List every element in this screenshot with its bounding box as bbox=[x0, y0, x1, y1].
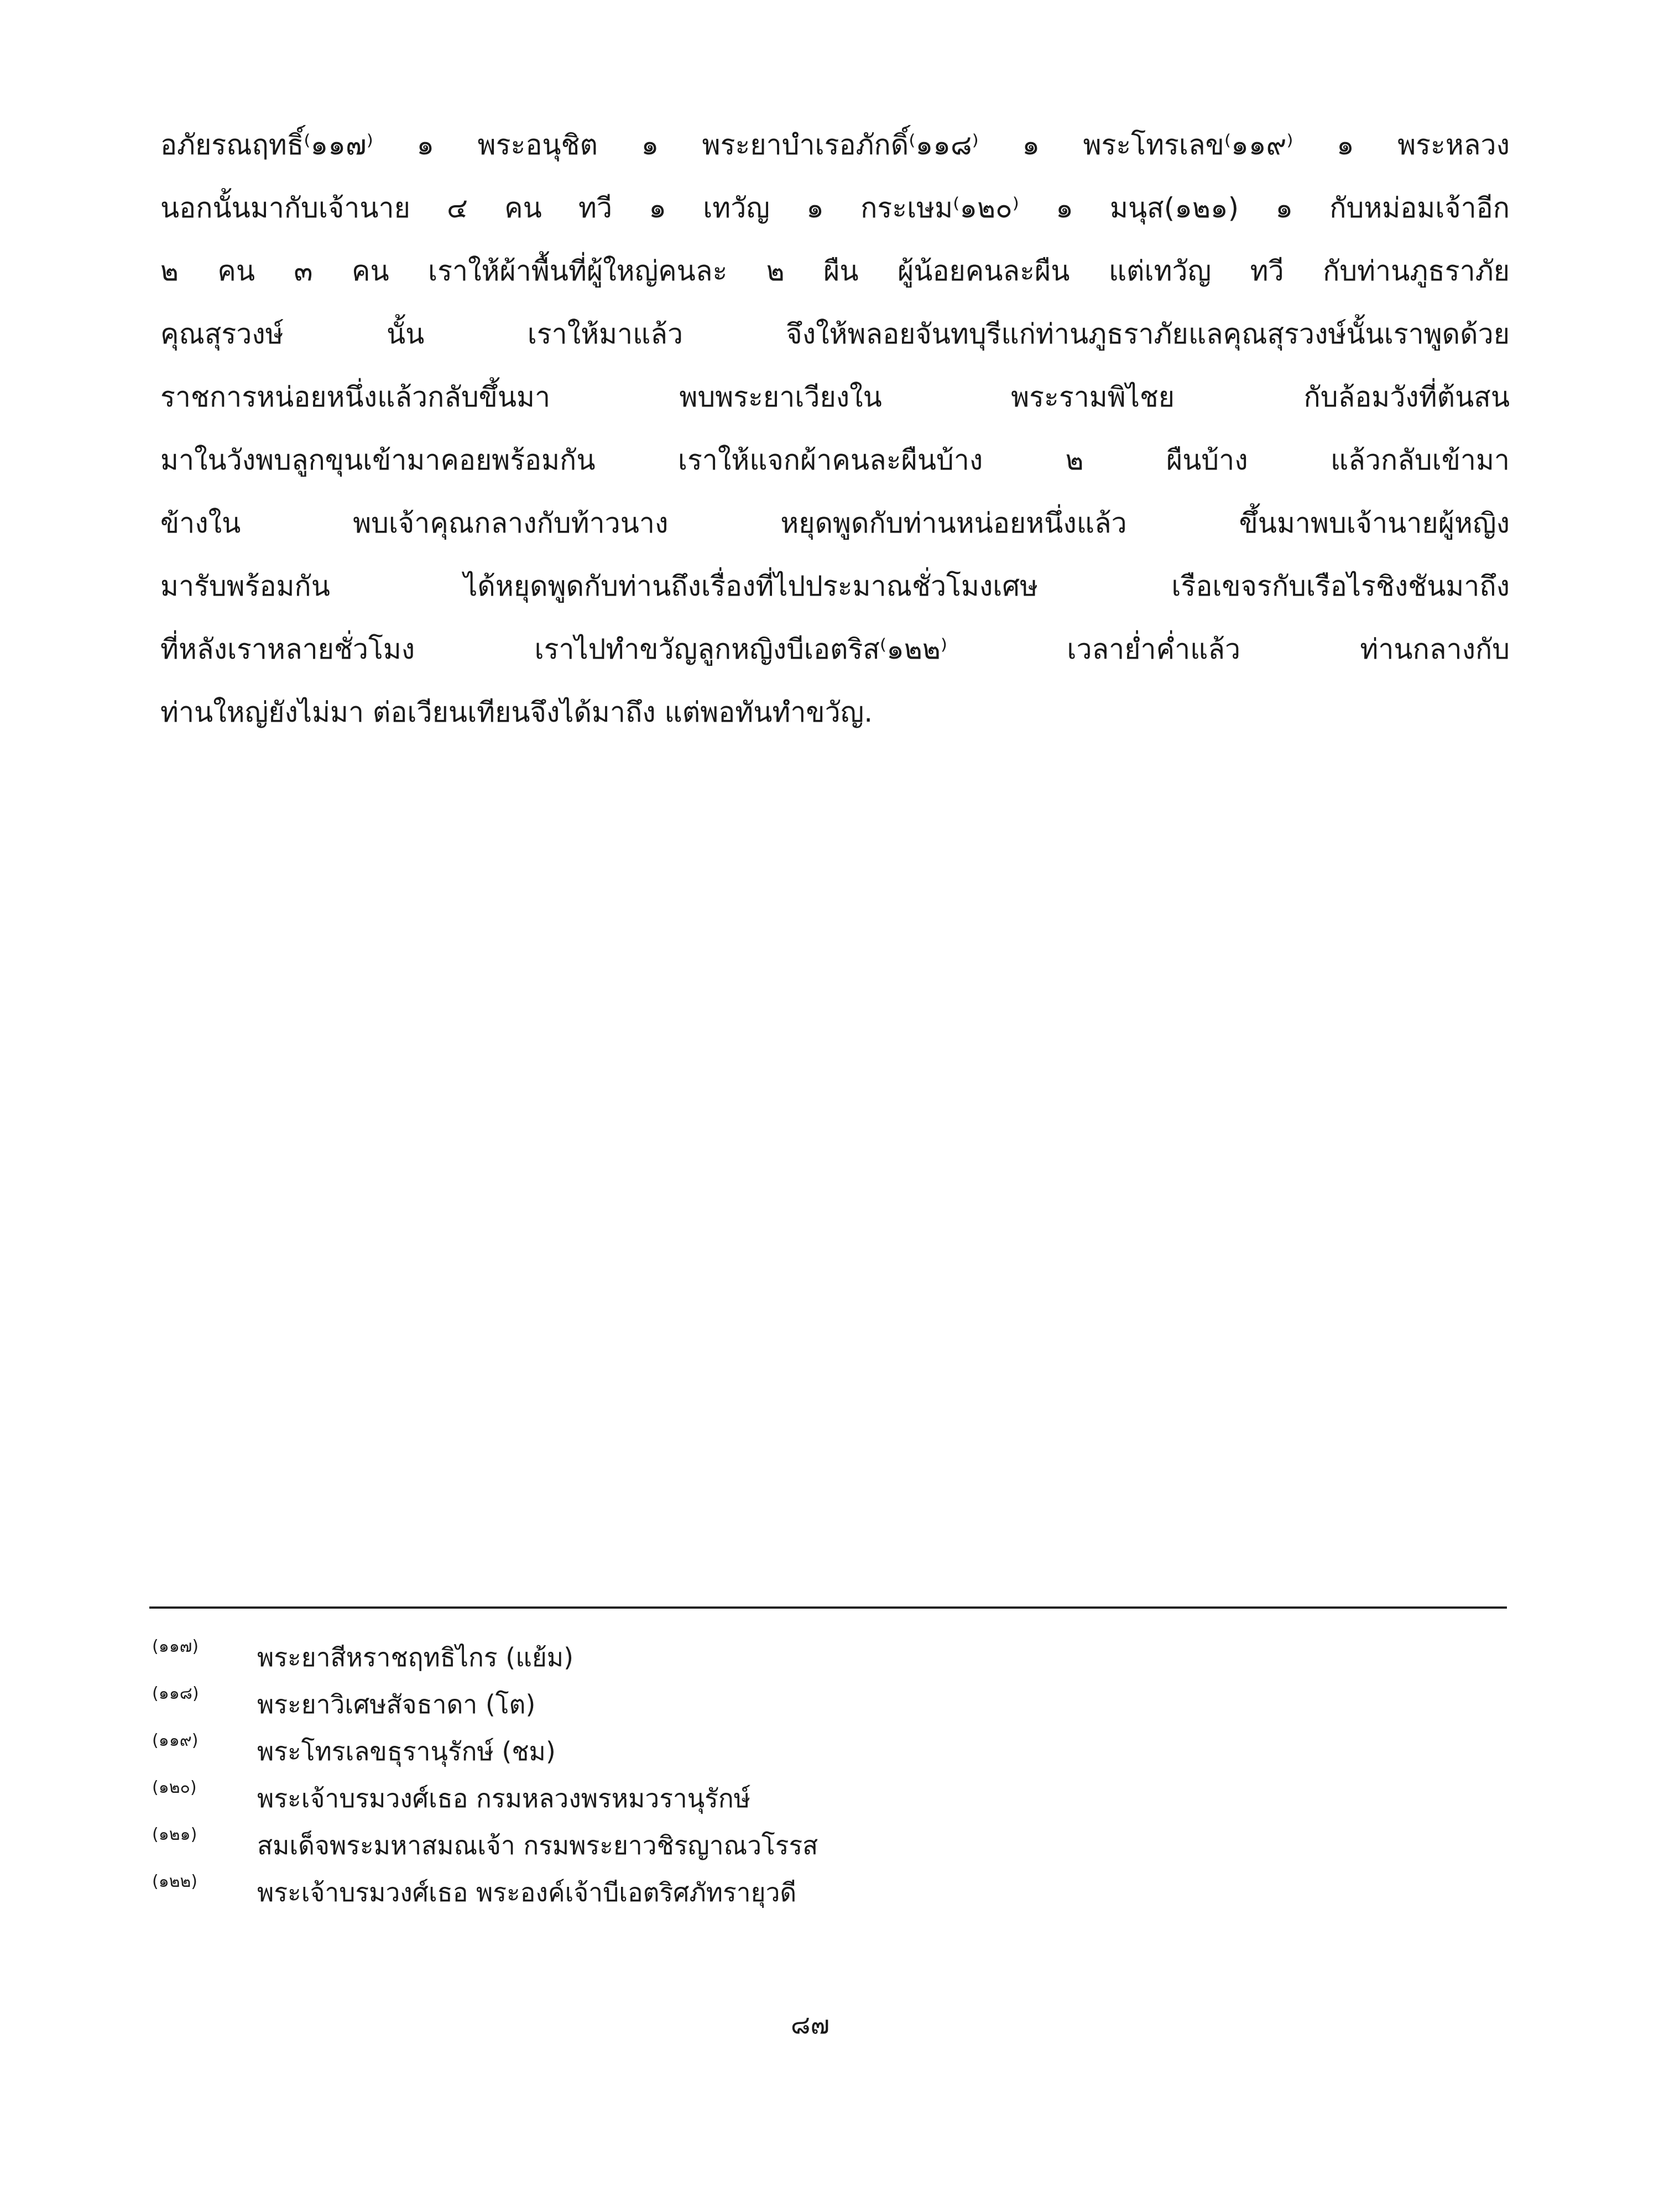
text-line-7: ข้างใน พบเจ้าคุณกลางกับท้าวนาง หยุดพูดกับท่านหน่อยหนึ่งแล้ว ขึ้นมาพบเจ้านายผู้หญิง bbox=[160, 507, 1510, 539]
text-line-3: ๒ คน ๓ คน เราให้ผ้าพื้นที่ผู้ใหญ่คนละ ๒ ผืน ผู้น้อยคนละผืน แต่เทวัญ ทวี กับท่านภูธราภัย bbox=[160, 255, 1510, 287]
footnote-117 bbox=[152, 1634, 1479, 1681]
footnote-text: พระยาสีหราชฤทธิไกร (แย้ม) bbox=[257, 1642, 574, 1672]
footnotes bbox=[152, 1634, 1479, 1916]
text-line-2: นอกนั้นมากับเจ้านาย ๔ คน ทวี ๑ เทวัญ ๑ กระเษม⁽๑๒๐⁾ ๑ มนุส(๑๒๑) ๑ กับหม่อมเจ้าอีก bbox=[160, 192, 1510, 224]
text-line-5: ราชการหน่อยหนึ่งแล้วกลับขึ้นมา พบพระยาเวียงใน พระรามพิไชย กับล้อมวังที่ต้นสน bbox=[160, 381, 1510, 413]
footnote-text: พระเจ้าบรมวงศ์เธอ พระองค์เจ้าบีเอตริศภัทรายุวดี bbox=[257, 1877, 797, 1907]
footnote-text: พระโทรเลขธุรานุรักษ์ (ชม) bbox=[257, 1736, 556, 1766]
footnote-mark: (๑๑๙) bbox=[152, 1731, 199, 1750]
footnote-121 bbox=[152, 1822, 1479, 1869]
footnote-mark: (๑๑๗) bbox=[152, 1637, 199, 1656]
footnote-mark: (๑๒๐) bbox=[152, 1778, 197, 1797]
footnote-text: สมเด็จพระมหาสมณเจ้า กรมพระยาวชิรญาณวโรรส bbox=[257, 1830, 818, 1860]
footnote-mark: (๑๒๒) bbox=[152, 1872, 198, 1891]
text-line-6: มาในวังพบลูกขุนเข้ามาคอยพร้อมกัน เราให้แจกผ้าคนละผืนบ้าง ๒ ผืนบ้าง แล้วกลับเข้ามา bbox=[160, 444, 1510, 476]
footnote-mark: (๑๒๑) bbox=[152, 1825, 197, 1844]
footnote-mark: (๑๑๘) bbox=[152, 1684, 199, 1703]
text-line-10: ท่านใหญ่ยังไม่มา ต่อเวียนเทียนจึงได้มาถึง แต่พอทันทำขวัญ. bbox=[160, 696, 873, 728]
text-line-9: ที่หลังเราหลายชั่วโมง เราไปทำขวัญลูกหญิงบีเอตริส⁽๑๒๒⁾ เวลาย่ำค่ำแล้ว ท่านกลางกับ bbox=[160, 633, 1510, 665]
body-paragraph bbox=[160, 113, 1510, 744]
footnote-119 bbox=[152, 1728, 1479, 1775]
footnote-118 bbox=[152, 1681, 1479, 1728]
footnote-122 bbox=[152, 1869, 1479, 1916]
text-line-8: มารับพร้อมกัน ได้หยุดพูดกับท่านถึงเรื่องที่ไปประมาณชั่วโมงเศษ เรือเขจรกับเรือไรชิงชันมาถึง bbox=[160, 570, 1510, 602]
page-number: ๘๗ bbox=[791, 2010, 830, 2039]
text-line-1: อภัยรณฤทธิ์⁽๑๑๗⁾ ๑ พระอนุชิต ๑ พระยาบำเรอภักดิ์⁽๑๑๘⁾ ๑ พระโทรเลข⁽๑๑๙⁾ ๑ พระหลวง bbox=[160, 129, 1510, 161]
footnote-text: พระเจ้าบรมวงศ์เธอ กรมหลวงพรหมวรานุรักษ์ bbox=[257, 1783, 751, 1813]
footnote-120 bbox=[152, 1775, 1479, 1822]
text-line-4: คุณสุรวงษ์ นั้น เราให้มาแล้ว จึงให้พลอยจันทบุรีแก่ท่านภูธราภัยแลคุณสุรวงษ์นั้นเราพูดด้วย bbox=[160, 318, 1510, 350]
footnote-divider bbox=[149, 1606, 1507, 1609]
footnote-text: พระยาวิเศษสัจธาดา (โต) bbox=[257, 1689, 536, 1719]
